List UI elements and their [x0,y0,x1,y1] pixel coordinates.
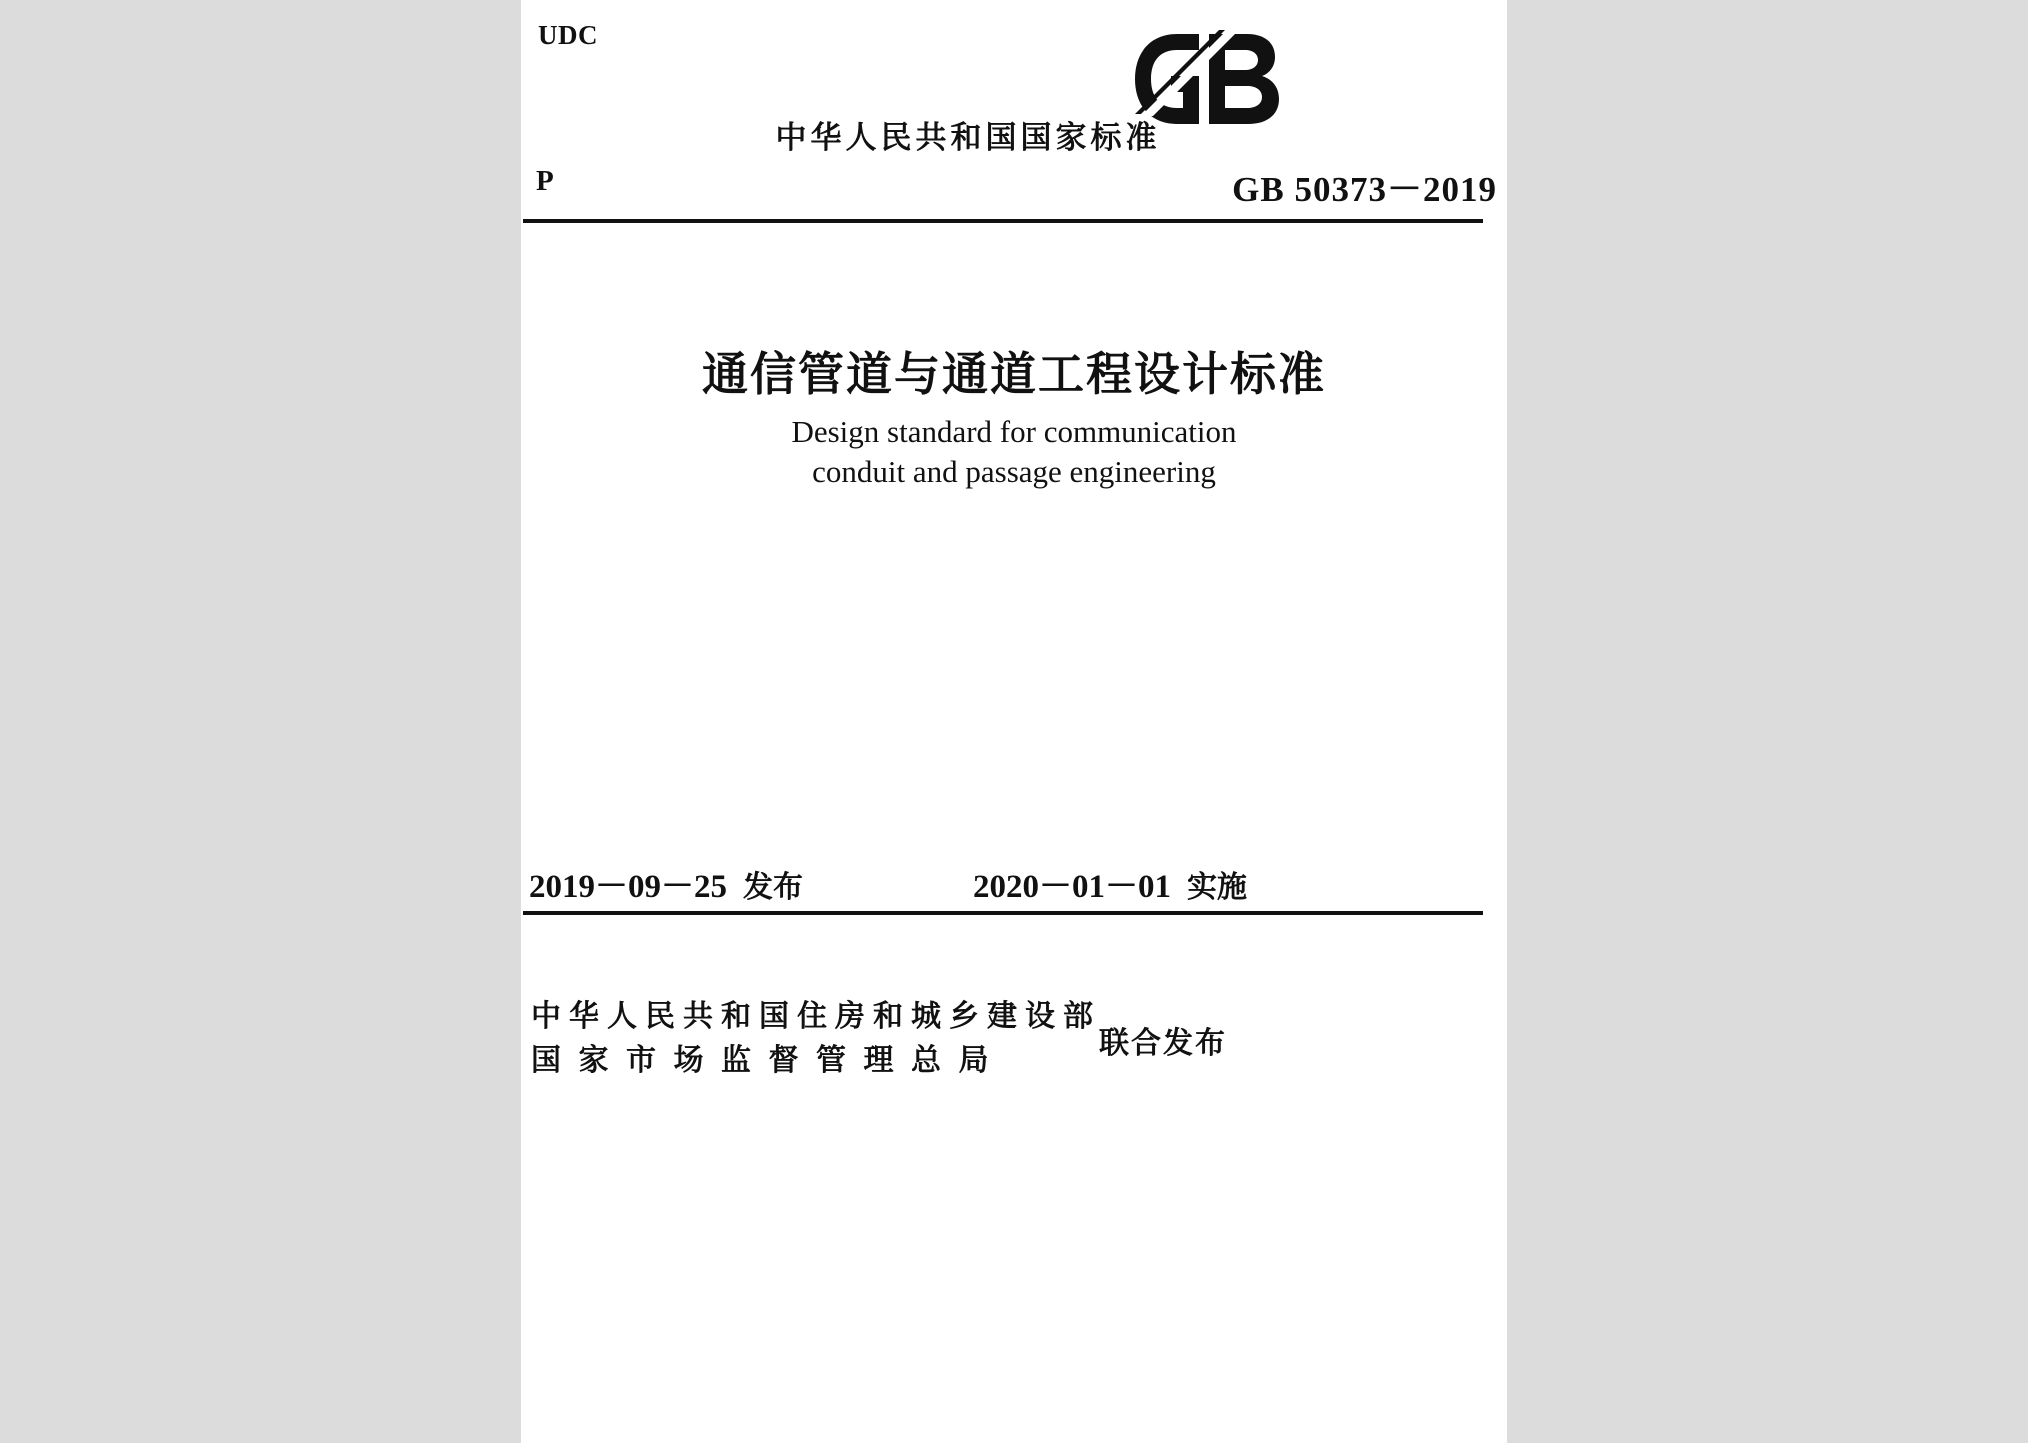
publisher-list [531,995,1101,1083]
effective-label: 实施 [1187,870,1247,905]
effective-date-block [973,860,1247,907]
publisher-2: 国家市场监督管理总局 [531,1043,1006,1078]
divider-top [523,219,1483,223]
document-title-en-line2: conduit and passage engineering [812,454,1216,489]
category-letter: P [536,165,554,197]
effective-date: 2020－01－01 [973,869,1171,905]
standard-number: GB 50373－2019 [1232,170,1497,209]
issue-label: 发布 [743,870,803,905]
document-title-en [521,412,1507,492]
document-title-en-line1: Design standard for communication [791,414,1237,449]
joint-publish-label: 联合发布 [1099,1026,1227,1061]
publisher-1: 中华人民共和国住房和城乡建设部 [531,999,1101,1034]
cover-page [521,0,1507,1443]
divider-bottom [523,911,1483,915]
document-title-cn: 通信管道与通道工程设计标准 [702,347,1326,401]
gb-logo-icon [1129,30,1289,128]
issue-date-block [529,860,803,907]
national-standard-title: 中华人民共和国国家标准 [775,120,1161,156]
issue-date: 2019－09－25 [529,869,727,905]
document-sheet [521,0,1507,1443]
udc-label: UDC [538,20,598,50]
